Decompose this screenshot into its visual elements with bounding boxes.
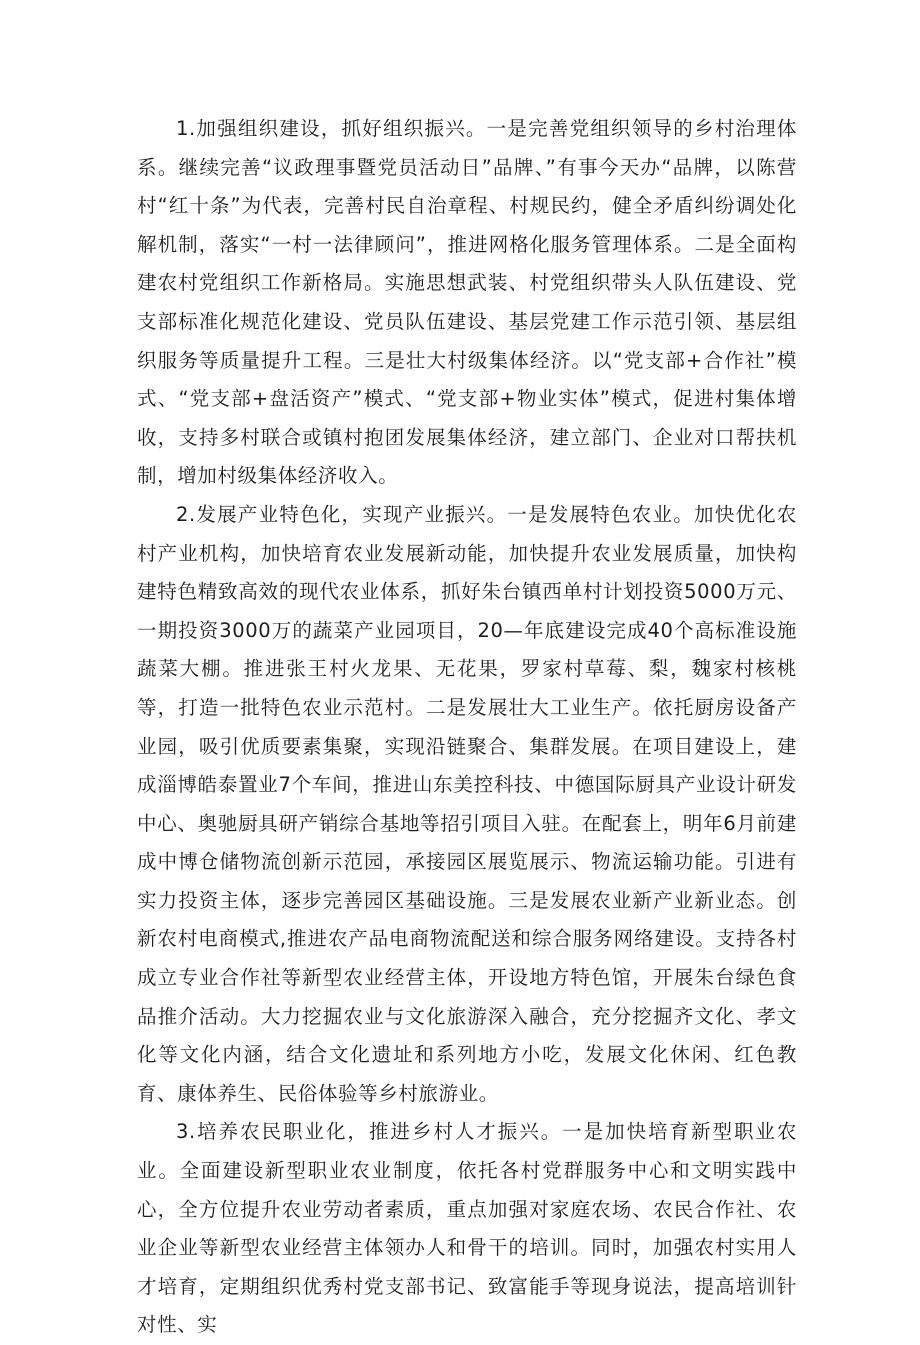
paragraph-organization: 1.加强组织建设，抓好组织振兴。一是完善党组织领导的乡村治理体系。继续完善“议政理事暨党员活动日”品牌、”有事今天办“品牌，以陈营村“红十条”为代表，完善村民自治章程、村规民约，健全矛盾纠纷调处化解机制，落实“一村一法律顾问”，推进网格化服务管理体系。二是全面构建农村党组织工作新格局。实施思想武装、村党组织带头人队伍建设、党支部标准化规范化建设、党员队伍建设、基层党建工作示范引领、基层组织服务等质量提升工程。三是壮大村级集体经济。以“党支部+合作社”模式、“党支部+盘活资产”模式、“党支部+物业实体”模式，促进村集体增收，支持多村联合或镇村抱团发展集体经济，建立部门、企业对口帮扶机制，增加村级集体经济收入。 [137, 117, 797, 488]
document-body [137, 110, 797, 1345]
paragraph-industry: 2.发展产业特色化，实现产业振兴。一是发展特色农业。加快优化农村产业机构，加快培育农业发展新动能，加快提升农业发展质量，加快构建特色精致高效的现代农业体系，抓好朱台镇西单村计划投资5000万元、一期投资3000万的蔬菜产业园项目，20—年底建设完成40个高标准设施蔬菜大棚。推进张王村火龙果、无花果，罗家村草莓、梨，魏家村核桃等，打造一批特色农业示范村。二是发展壮大工业生产。依托厨房设备产业园，吸引优质要素集聚，实现沿链聚合、集群发展。在项目建设上，建成淄博皓泰置业7个车间，推进山东美控科技、中德国际厨具产业设计研发中心、奥驰厨具研产销综合基地等招引项目入驻。在配套上，明年6月前建成中博仓储物流创新示范园，承接园区展览展示、物流运输功能。引进有实力投资主体，逐步完善园区基础设施。三是发展农业新产业新业态。创新农村电商模式,推进农产品电商物流配送和综合服务网络建设。支持各村成立专业合作社等新型农业经营主体，开设地方特色馆，开展朱台绿色食品推介活动。大力挖掘农业与文化旅游深入融合，充分挖掘齐文化、孝文化等文化内涵，结合文化遗址和系列地方小吃，发展文化休闲、红色教育、康体养生、民俗体验等乡村旅游业。 [137, 502, 797, 1105]
paragraph-talent: 3.培养农民职业化，推进乡村人才振兴。一是加快培育新型职业农业。全面建设新型职业农业制度，依托各村党群服务中心和文明实践中心，全方位提升农业劳动者素质，重点加强对家庭农场、农民合作社、农业企业等新型农业经营主体领办人和骨干的培训。同时，加强农村实用人才培育，定期组织优秀村党支部书记、致富能手等现身说法，提高培训针对性、实 [137, 1120, 797, 1337]
